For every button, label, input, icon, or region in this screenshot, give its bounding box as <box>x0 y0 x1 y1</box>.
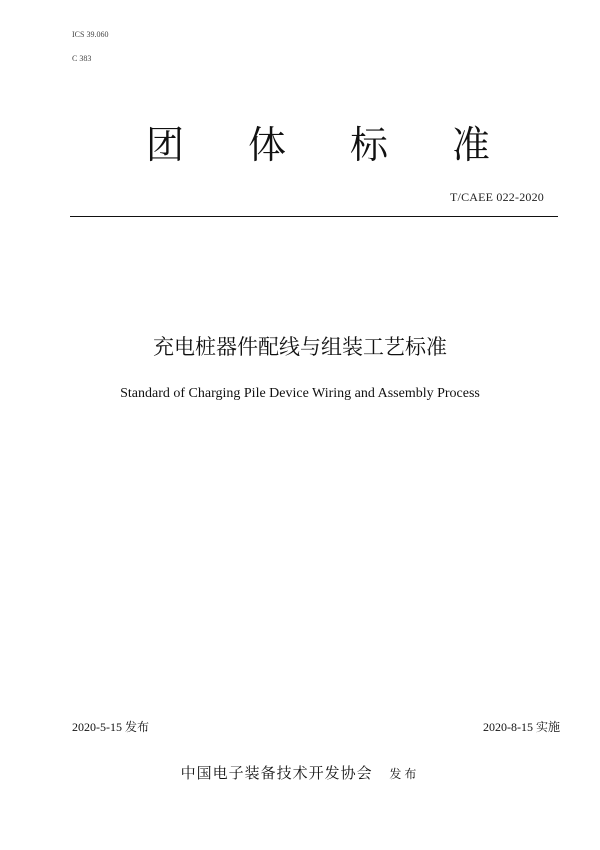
title-english: Standard of Charging Pile Device Wiring and Assembly Process <box>120 386 480 401</box>
implementation-date-line <box>483 718 560 735</box>
issue-date-line <box>72 718 149 735</box>
implementation-date: 2020-8-15 <box>482 720 533 734</box>
issue-date: 2020-5-15 <box>72 720 122 734</box>
standard-type-char: 准 <box>451 123 490 167</box>
standard-type-char: 标 <box>349 123 388 167</box>
standard-type-char: 团 <box>146 123 185 167</box>
title-chinese: 充电桩器件配线与组装工艺标准 <box>153 335 447 359</box>
header-divider <box>70 216 558 217</box>
ccs-code: C 383 <box>72 54 92 63</box>
publisher-verb: 发布 <box>389 767 420 781</box>
publisher-line <box>0 762 600 783</box>
standard-number: T/CAEE 022-2020 <box>450 190 544 204</box>
ics-code: ICS 39.060 <box>72 30 109 39</box>
publisher-name: 中国电子装备技术开发协会 <box>180 764 373 782</box>
issue-label: 发布 <box>125 720 150 734</box>
standard-type-heading <box>146 120 490 170</box>
standard-type-char: 体 <box>247 123 286 167</box>
implementation-label: 实施 <box>535 720 560 734</box>
